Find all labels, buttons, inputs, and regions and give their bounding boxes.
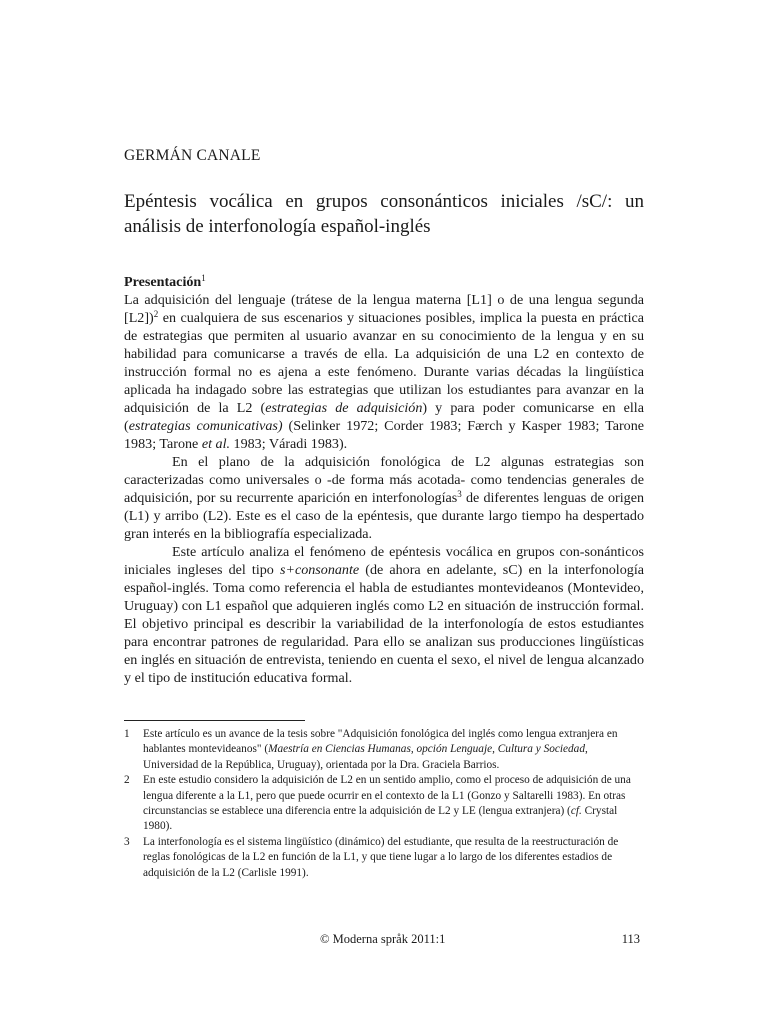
- footnotes: [124, 727, 644, 881]
- p1-text-2: en cualquiera de sus escenarios y situaciones posibles, implica la puesta en práctica de estrategias que permiten al usuario avanzar en su conocimiento de la lengua y en su habilidad para comunicarse a través de ella. La adquisición de una L2 en contexto de instrucción formal no es ajena a este fenómeno. Durante varias décadas la lingüística aplicada ha indagado sobre las estrategias que utilizan los estudiantes para avanzar en la adquisición de la L2 (: [124, 310, 644, 416]
- author-name: GERMÁN CANALE: [124, 147, 261, 164]
- footnote-separator: [124, 720, 305, 721]
- journal-citation: © Moderna språk 2011:1: [320, 932, 446, 946]
- fn1-italic-1: Maestría en Ciencias Humanas, opción Lenguaje, Cultura y Sociedad: [268, 743, 585, 756]
- section-heading-text: Presentación: [124, 274, 202, 290]
- p1-text-3: ) y para poder comunicarse en ella (: [124, 400, 644, 434]
- p3-italic-1: s+consonante: [279, 562, 360, 578]
- footnote-2: [124, 773, 644, 835]
- p1-text-1: La adquisición del lenguaje (trátese de la lengua materna [L1] o de una lengua segunda [L2]): [124, 292, 644, 326]
- p1-italic-2: estrategias comunicativas): [128, 418, 283, 434]
- footnote-text: [143, 835, 644, 881]
- p3-text-2: (de ahora en adelante, sC) en la interfonología español-inglés. Toma como referencia el habla de estudiantes montevideanos (Montevideo, Uruguay) con L1 español que adquieren inglés como L2 en situación de instrucción formal. El objetivo principal es describir la variabilidad de la interfonología de estos estudiantes para encontrar patrones de regularidad. Para ello se analizan sus producciones lingüísticas en inglés en situación de entrevista, teniendo en cuenta el sexo, el nivel de lengua alcanzado y el tipo de institución educativa formal.: [124, 562, 644, 686]
- fn2-italic-1: cf.: [570, 805, 582, 818]
- paragraph-3: [124, 543, 644, 687]
- page-number: 113: [621, 932, 640, 946]
- footnote-number: 2: [124, 774, 130, 787]
- section-heading: [124, 273, 644, 291]
- footnote-1: [124, 727, 644, 773]
- footnote-ref-2[interactable]: 2: [153, 309, 159, 319]
- fn2-text-2: Crystal 1980).: [143, 805, 618, 833]
- footnote-text: [143, 727, 644, 773]
- p3-text-1: Este artículo analiza el fenómeno de epéntesis vocálica en grupos con-sonánticos iniciales ingleses del tipo: [124, 544, 644, 578]
- footnote-ref-3[interactable]: 3: [457, 489, 462, 499]
- footnote-number: 1: [124, 728, 130, 740]
- footnote-3: [124, 835, 644, 881]
- p1-text-5: 1983; Váradi 1983).: [230, 436, 348, 452]
- paragraph-1: [124, 291, 644, 453]
- paragraph-2: [124, 453, 644, 543]
- p1-italic-3: et al.: [201, 436, 231, 452]
- fn2-text-1: En este estudio considero la adquisición de L2 en un sentido amplio, como el proceso de adquisición de una lengua diferente a la L1, pero que puede ocurrir en el contexto de la L1 (Gonzo y Saltarelli 1983). En otras circunstancias se establece una diferencia entre la adquisición de L2 y LE (lengua extranjera) (: [143, 774, 631, 818]
- article-body: [124, 273, 644, 687]
- footnote-ref-1[interactable]: 1: [201, 273, 206, 283]
- fn1-text-2: , Universidad de la República, Uruguay), orientada por la Dra. Graciela Barrios.: [143, 743, 588, 771]
- footnote-text: [143, 773, 644, 835]
- p2-text-2: de diferentes lenguas de origen (L1) y arribo (L2). Este es el caso de la epéntesis, que durante largo tiempo ha despertado gran interés en la bibliografía especializada.: [124, 490, 644, 542]
- footnote-number: 3: [124, 835, 130, 848]
- article-title: Epéntesis vocálica en grupos consonánticos iniciales /sC/: un análisis de interfonología español-inglés: [124, 191, 644, 237]
- fn3-text-1: La interfonología es el sistema lingüístico (dinámico) del estudiante, que resulta de la reestructuración de reglas fonológicas de la L2 en función de la L1, y que tiene lugar a lo largo de los diferentes estadios de adquisición de la L2 (Carlisle 1991).: [143, 835, 619, 879]
- p1-italic-1: estrategias de adquisición: [265, 400, 423, 416]
- p2-text-1: En el plano de la adquisición fonológica de L2 algunas estrategias son caracterizadas como universales o -de forma más acotada- como tendencias generales de adquisición, por su recurrente aparición en interfonologías: [124, 454, 644, 506]
- p1-text-4: (Selinker 1972; Corder 1983; Færch y Kasper 1983; Tarone 1983; Tarone: [124, 418, 645, 452]
- fn1-text-1: Este artículo es un avance de la tesis sobre "Adquisición fonológica del inglés como lengua extranjera en hablantes montevideanos" (: [143, 728, 618, 756]
